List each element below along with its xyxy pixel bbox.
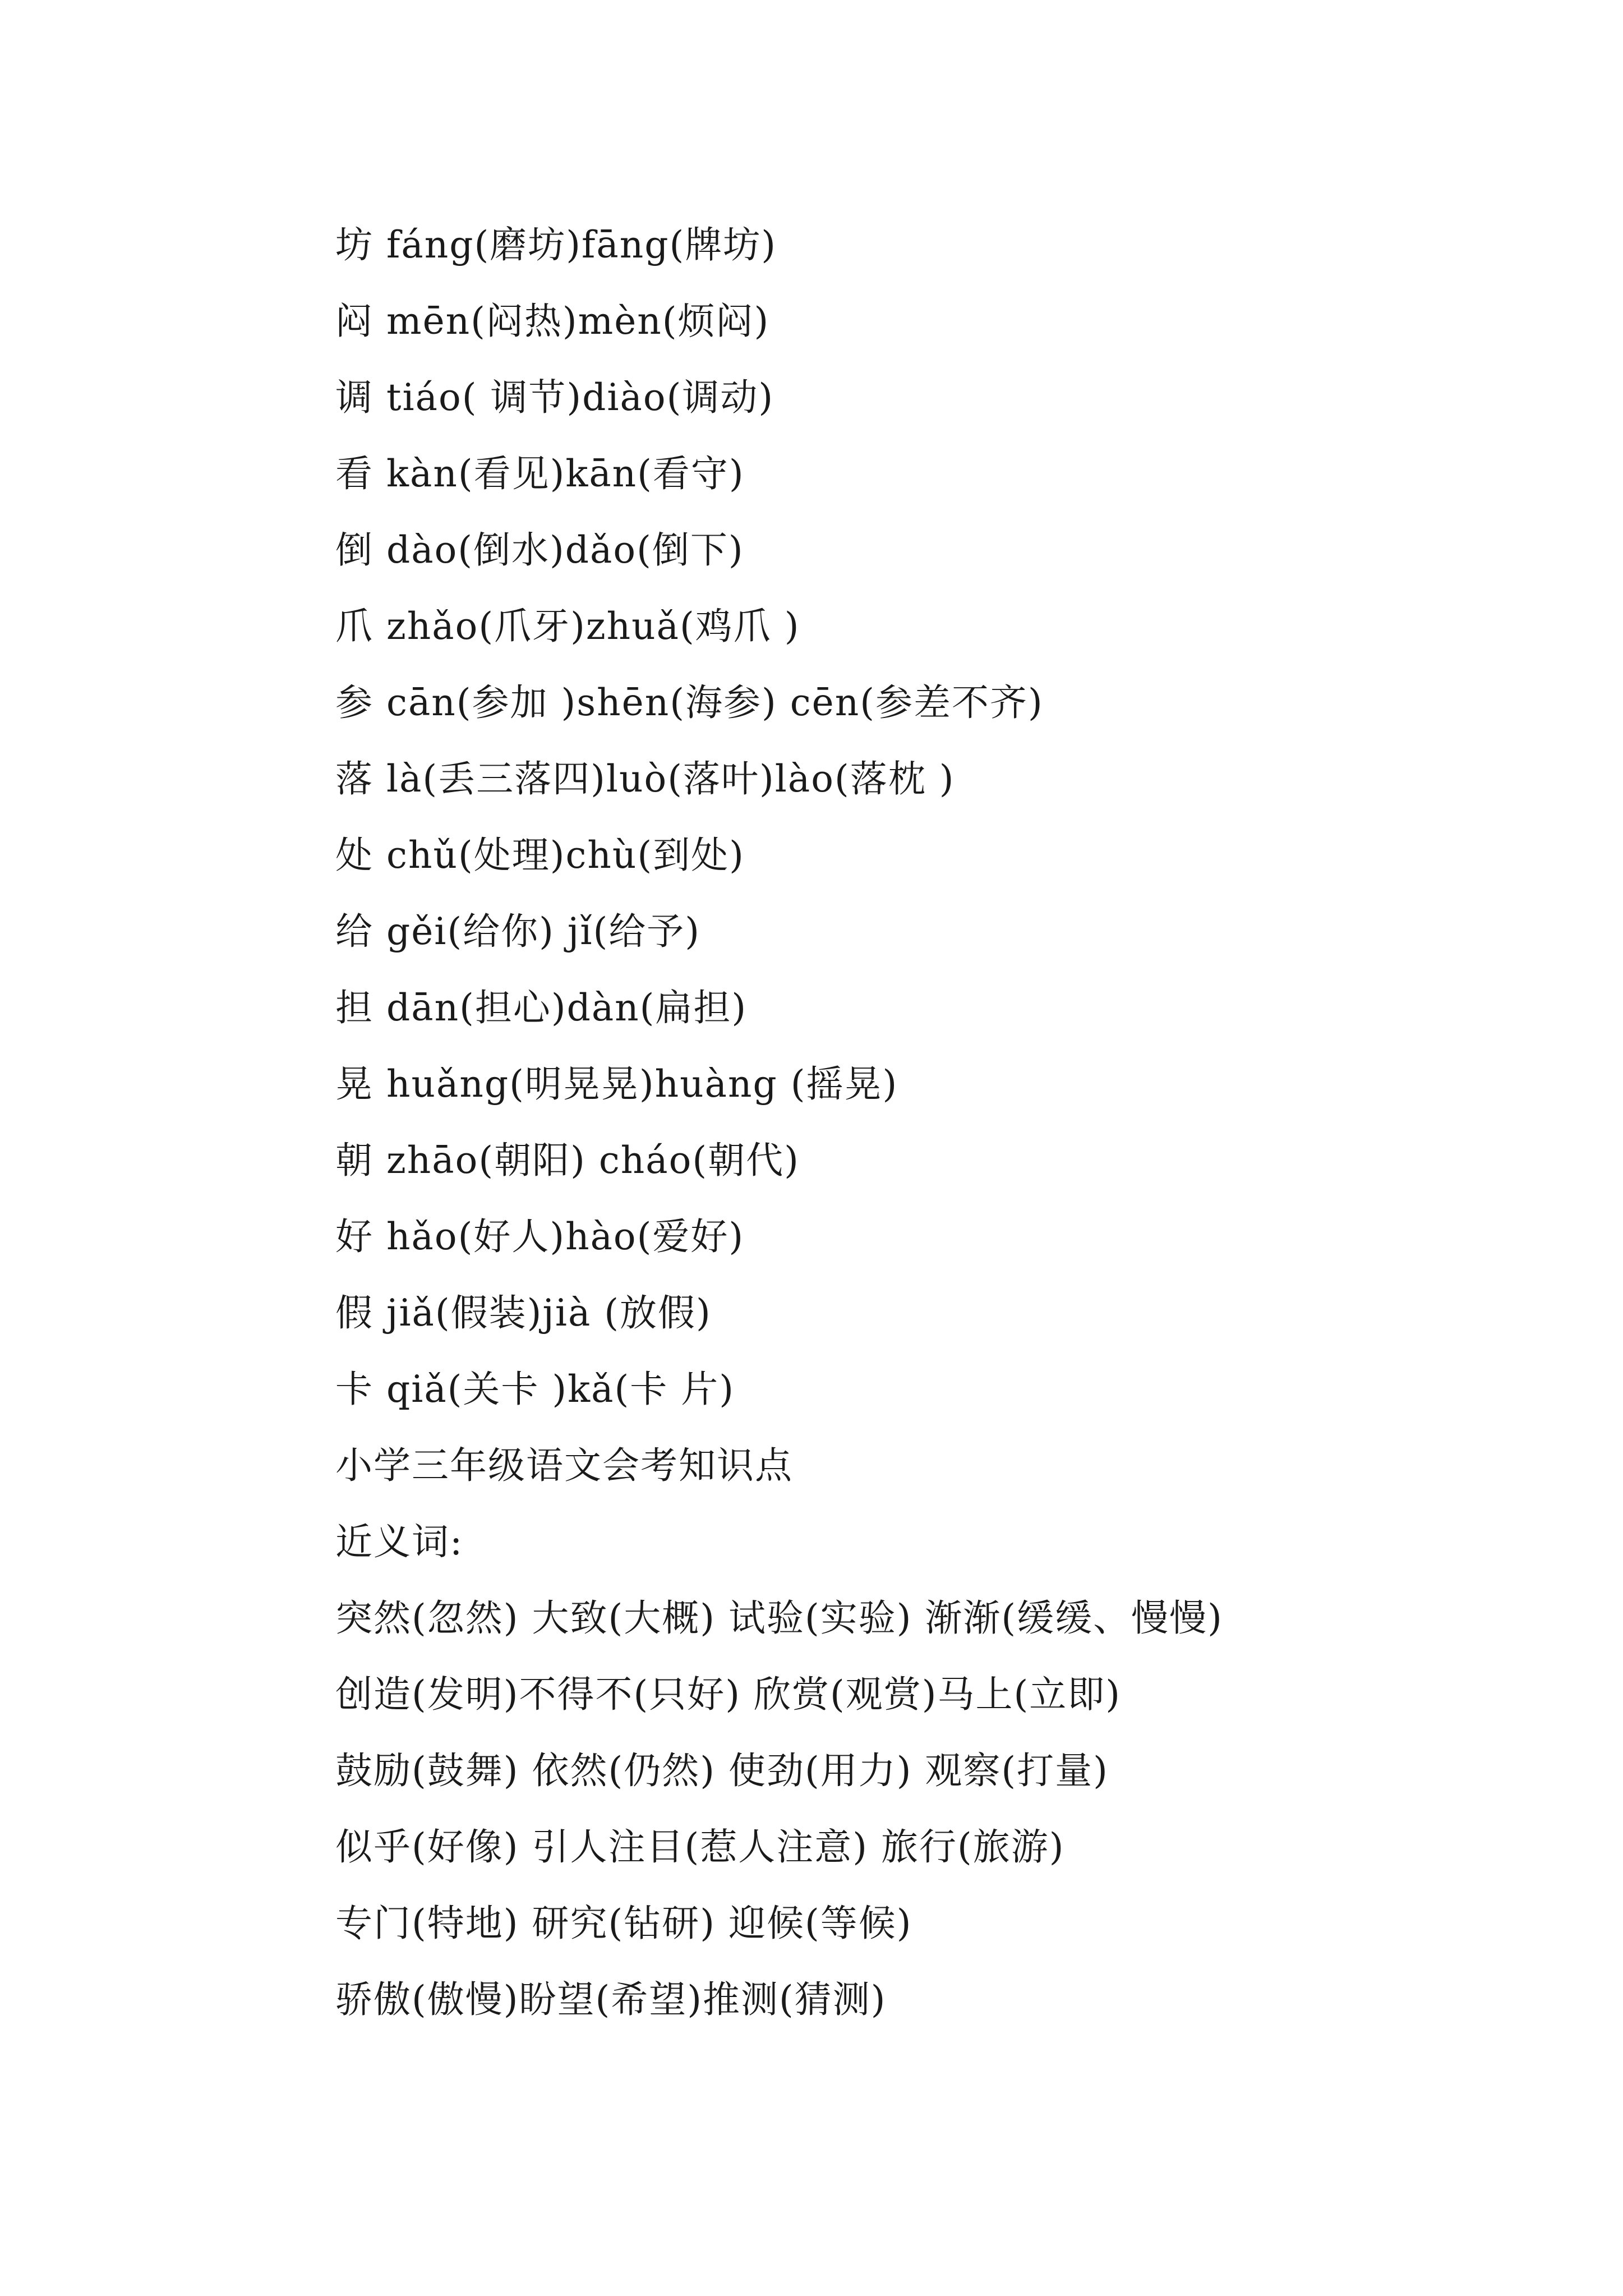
- synonyms-line: 鼓励(鼓舞) 依然(仍然) 使劲(用力) 观察(打量): [335, 1749, 1109, 1792]
- polyphone-line-dan: 担 dān(担心)dàn(扁担): [335, 986, 748, 1029]
- synonyms-line: 突然(忽然) 大致(大概) 试验(实验) 渐渐(缓缓、慢慢): [335, 1596, 1223, 1640]
- synonyms-line: 专门(特地) 研究(钻研) 迎候(等候): [335, 1902, 912, 1945]
- polyphone-line-luo: 落 là(丢三落四)luò(落叶)lào(落枕 ): [335, 757, 955, 800]
- polyphone-line-huang: 晃 huǎng(明晃晃)huàng (摇晃): [335, 1062, 898, 1106]
- polyphone-line-chu: 处 chǔ(处理)chù(到处): [335, 834, 745, 877]
- polyphone-line-jia: 假 jiǎ(假装)jià (放假): [335, 1291, 712, 1335]
- synonyms-line: 似乎(好像) 引人注目(惹人注意) 旅行(旅游): [335, 1825, 1065, 1869]
- polyphone-line-zhao-chao: 朝 zhāo(朝阳) cháo(朝代): [335, 1139, 800, 1182]
- synonyms-line: 骄傲(傲慢)盼望(希望)推测(猜测): [335, 1978, 887, 2021]
- polyphone-line-kan: 看 kàn(看见)kān(看守): [335, 452, 745, 495]
- polyphone-line-fang: 坊 fáng(磨坊)fāng(牌坊): [335, 223, 777, 266]
- polyphone-line-qia: 卡 qiǎ(关卡 )kǎ(卡 片): [335, 1368, 735, 1411]
- section-heading: 小学三年级语文会考知识点: [335, 1444, 793, 1487]
- polyphone-line-can: 参 cān(参加 )shēn(海参) cēn(参差不齐): [335, 681, 1044, 724]
- polyphone-line-men: 闷 mēn(闷热)mèn(烦闷): [335, 300, 770, 343]
- document-body: [335, 220, 1558, 2051]
- polyphone-line-gei: 给 gěi(给你) jǐ(给予): [335, 910, 700, 953]
- polyphone-line-zhao: 爪 zhǎo(爪牙)zhuǎ(鸡爪 ): [335, 605, 800, 648]
- polyphone-line-tiao: 调 tiáo( 调节)diào(调动): [335, 376, 774, 419]
- synonyms-heading: 近义词:: [335, 1520, 464, 1563]
- polyphone-line-hao: 好 hǎo(好人)hào(爱好): [335, 1215, 745, 1258]
- polyphone-line-dao: 倒 dào(倒水)dǎo(倒下): [335, 528, 744, 572]
- synonyms-line: 创造(发明)不得不(只好) 欣赏(观赏)马上(立即): [335, 1673, 1121, 1716]
